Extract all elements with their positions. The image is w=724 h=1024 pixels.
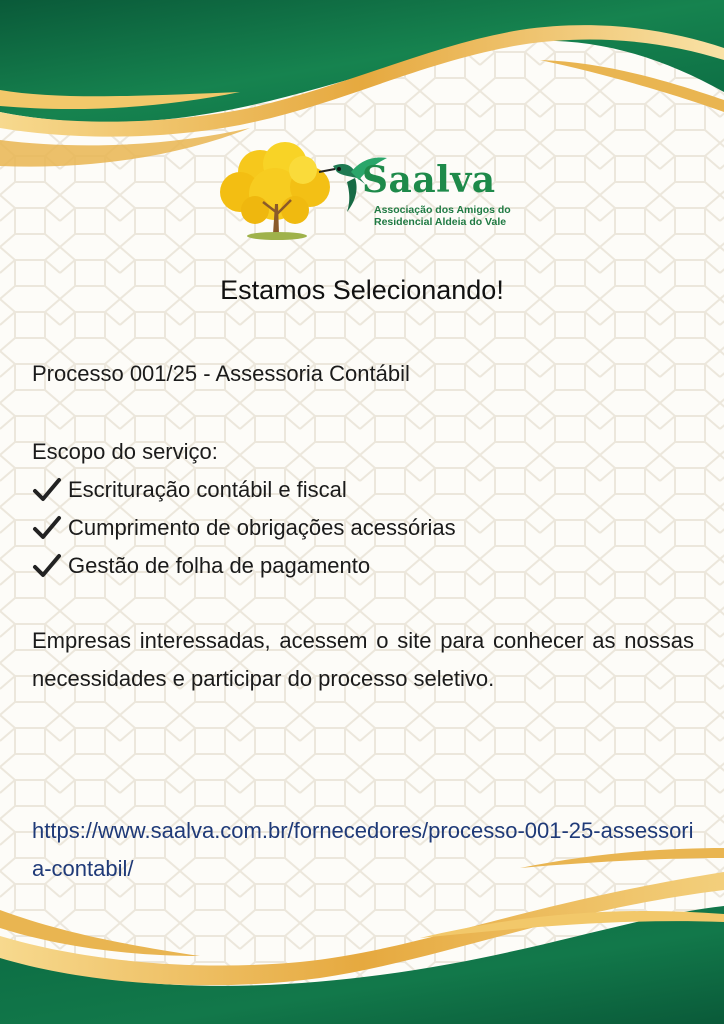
scope-item-label: Escrituração contábil e fiscal xyxy=(68,477,347,502)
scope-item xyxy=(32,471,694,509)
brand-subtitle-line-2: Residencial Aldeia do Vale xyxy=(374,216,507,228)
brand-name: Saalva xyxy=(362,159,496,201)
scope-item xyxy=(32,547,694,585)
process-link[interactable]: https://www.saalva.com.br/fornecedores/processo-001-25-assessoria-contabil/ xyxy=(32,818,694,881)
scope-section xyxy=(32,433,694,585)
scope-item-label: Gestão de folha de pagamento xyxy=(68,553,371,578)
page-title: Estamos Selecionando! xyxy=(220,275,504,305)
brand-subtitle xyxy=(374,204,511,228)
scope-item xyxy=(32,509,694,547)
checkmark-icon xyxy=(32,515,62,541)
scope-item-label: Cumprimento de obrigações acessórias xyxy=(68,515,456,540)
scope-title: Escopo do serviço: xyxy=(32,439,218,464)
checkmark-icon xyxy=(32,553,62,579)
yellow-tree-icon xyxy=(220,142,330,240)
intro-paragraph: Empresas interessadas, acessem o site para conhecer as nossas necessidades e participar do processo seletivo. xyxy=(32,628,694,691)
scope-list xyxy=(32,471,694,585)
checkmark-icon xyxy=(32,477,62,503)
brand-subtitle-line-1: Associação dos Amigos do xyxy=(374,204,511,216)
brand-block xyxy=(362,159,511,228)
process-title: Processo 001/25 - Assessoria Contábil xyxy=(32,361,410,386)
